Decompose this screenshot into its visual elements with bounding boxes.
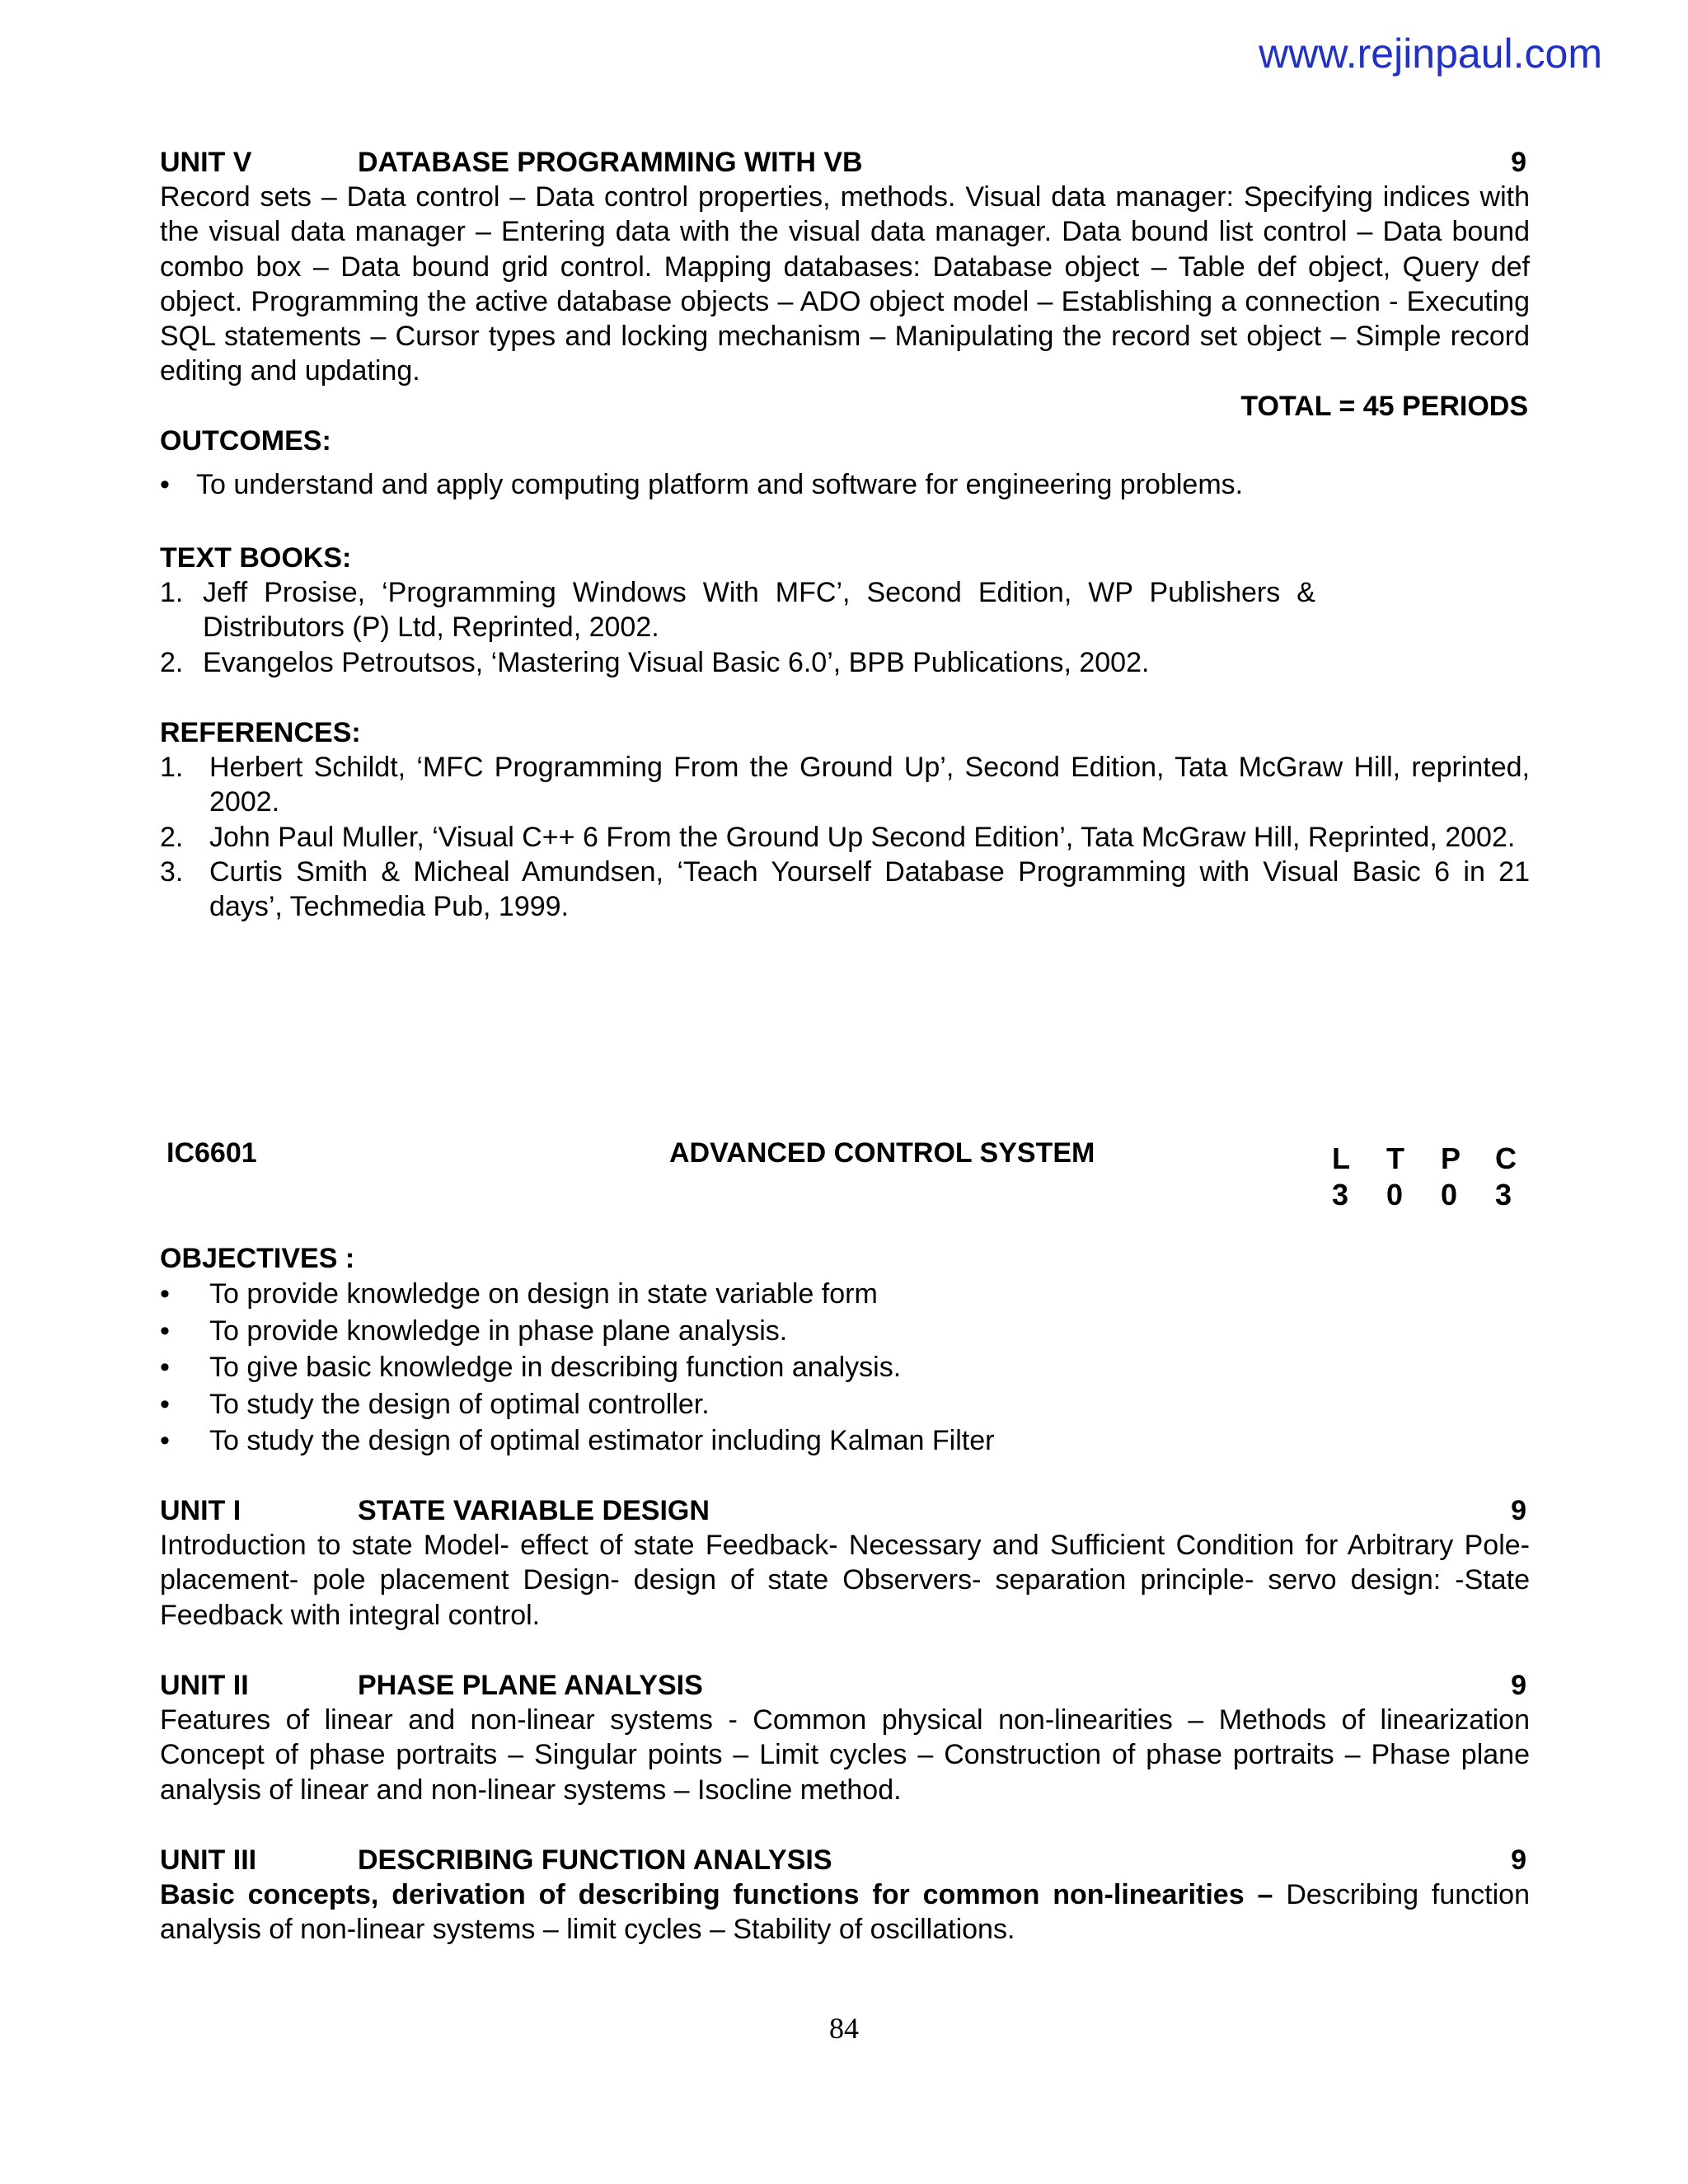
objectives-section [160, 1241, 1530, 1460]
list-number: 2. [160, 646, 184, 678]
unit-hours: 9 [1511, 1670, 1526, 1701]
outcomes-section [160, 424, 1530, 504]
ltpc-value: 3 [1495, 1178, 1512, 1212]
unit-iii-bold-text: Basic concepts, derivation of describing functions for common non-linearities – [160, 1879, 1273, 1910]
unit-title: DATABASE PROGRAMMING WITH VB [358, 147, 863, 178]
unit-i-content: Introduction to state Model- effect of state Feedback- Necessary and Sufficient Condition for Arbitrary Pole-placement- pole placement Design- design of state Observers- separation principle- servo design: -State Feedback with integral control. [160, 1530, 1530, 1631]
list-item [160, 645, 1530, 680]
list-item [160, 820, 1530, 855]
total-periods: TOTAL = 45 PERIODS [1240, 391, 1528, 422]
unit-i-section [160, 1493, 1530, 1633]
list-item: • To give basic knowledge in describing function analysis. [160, 1349, 1530, 1386]
course-title: ADVANCED CONTROL SYSTEM [669, 1137, 1095, 1169]
unit-iii-section [160, 1843, 1530, 1947]
ltpc-table [1332, 1141, 1550, 1213]
list-item [160, 750, 1530, 820]
textbooks-section [160, 541, 1530, 680]
unit-v-content: Record sets – Data control – Data control properties, methods. Visual data manager: Specifying indices with the visual data manager – Entering data with the visual data manager. Data bound list control – Data bound combo box – Data bound grid control. Mapping databases: Database object – Table def object, Query def object. Programming the active database objects – ADO object model – Establishing a connection - Executing SQL statements – Cursor types and locking mechanism – Manipulating the record set object – Simple record editing and updating. [160, 181, 1530, 387]
list-number: 1. [160, 577, 184, 608]
unit-number: UNIT III [160, 1844, 257, 1876]
website-url: www.rejinpaul.com [1259, 30, 1602, 77]
list-text: Curtis Smith & Micheal Amundsen, ‘Teach Yourself Database Programming with Visual Basic 6 in 21 days’, Techmedia Pub, 1999. [209, 855, 1530, 923]
list-number: 2. [160, 821, 184, 853]
unit-number: UNIT I [160, 1495, 241, 1526]
list-item: • To understand and apply computing platform and software for engineering problems. [160, 466, 1530, 504]
ltpc-label: L [1332, 1141, 1350, 1175]
unit-i-heading [160, 1493, 1530, 1528]
list-text: John Paul Muller, ‘Visual C++ 6 From the Ground Up Second Edition’, Tata McGraw Hill, Reprinted, 2002. [209, 821, 1516, 853]
list-text: Evangelos Petroutsos, ‘Mastering Visual Basic 6.0’, BPB Publications, 2002. [203, 646, 1150, 678]
ltpc-label: T [1386, 1141, 1404, 1175]
objectives-heading: OBJECTIVES : [160, 1243, 355, 1274]
unit-iii-heading [160, 1843, 1530, 1877]
objectives-list [160, 1276, 1530, 1460]
unit-number: UNIT II [160, 1670, 249, 1701]
page-number: 84 [829, 2012, 859, 2045]
unit-v-heading [160, 145, 1530, 180]
references-section [160, 715, 1530, 924]
textbooks-list [160, 575, 1530, 680]
unit-title: STATE VARIABLE DESIGN [358, 1495, 710, 1526]
ltpc-value: 0 [1386, 1178, 1404, 1212]
references-list [160, 750, 1530, 924]
unit-v-section [160, 145, 1530, 389]
unit-ii-section [160, 1668, 1530, 1807]
list-item: • To study the design of optimal controller. [160, 1386, 1530, 1423]
list-number: 3. [160, 855, 184, 888]
ltpc-values [1332, 1177, 1550, 1213]
ltpc-label: P [1441, 1141, 1461, 1175]
unit-title: DESCRIBING FUNCTION ANALYSIS [358, 1844, 832, 1876]
outcomes-heading: OUTCOMES: [160, 425, 331, 457]
list-item [160, 855, 1530, 925]
outcomes-list [160, 466, 1530, 504]
list-text: Jeff Prosise, ‘Programming Windows With MFC’, Second Edition, WP Publishers & Distributors (P) Ltd, Reprinted, 2002. [203, 577, 1315, 644]
textbooks-heading: TEXT BOOKS: [160, 542, 352, 574]
unit-hours: 9 [1511, 147, 1526, 178]
unit-hours: 9 [1511, 1495, 1526, 1526]
unit-title: PHASE PLANE ANALYSIS [358, 1670, 703, 1701]
references-heading: REFERENCES: [160, 717, 361, 748]
unit-iii-text: Describing function analysis of non-linear systems – limit cycles – Stability of oscillations. [160, 1879, 1530, 1946]
unit-iii-content [160, 1877, 1530, 1947]
ltpc-value: 3 [1332, 1178, 1349, 1212]
list-number: 1. [160, 752, 184, 783]
list-text: Herbert Schildt, ‘MFC Programming From the Ground Up’, Second Edition, Tata McGraw Hill, reprinted, 2002. [209, 752, 1530, 818]
list-item: • To study the design of optimal estimator including Kalman Filter [160, 1422, 1530, 1460]
ltpc-label: C [1495, 1141, 1517, 1175]
list-item: • To provide knowledge in phase plane analysis. [160, 1313, 1530, 1350]
list-item: • To provide knowledge on design in state variable form [160, 1276, 1530, 1313]
unit-number: UNIT V [160, 147, 252, 178]
ltpc-value: 0 [1441, 1178, 1458, 1212]
ltpc-labels [1332, 1141, 1550, 1177]
unit-hours: 9 [1511, 1844, 1526, 1876]
unit-ii-heading [160, 1668, 1530, 1703]
course-code: IC6601 [166, 1137, 257, 1169]
list-item [160, 575, 1530, 645]
unit-ii-content: Features of linear and non-linear systems - Common physical non-linearities – Methods of linearization Concept of phase portraits – Singular points – Limit cycles – Construction of phase portraits – Phase plane analysis of linear and non-linear systems – Isocline method. [160, 1704, 1530, 1806]
